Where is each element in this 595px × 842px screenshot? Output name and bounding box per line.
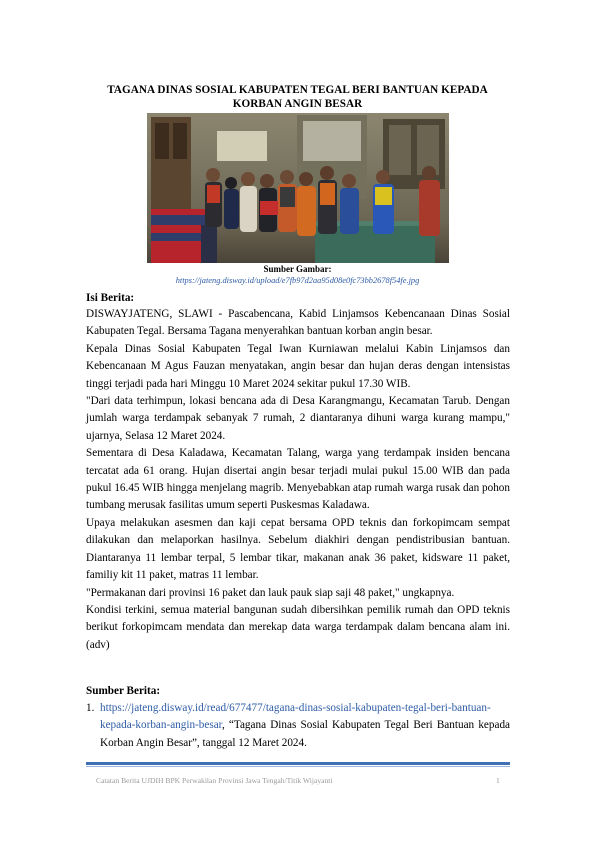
footer-divider-thin	[86, 766, 510, 767]
article-paragraph: "Dari data terhimpun, lokasi bencana ada di Desa Karangmangu, Kecamatan Tarub. Dengan jumlah warga terdampak sebanyak 7 rumah, 2 diantaranya dihuni warga kurang mampu," ujarnya, Selasa 12 Maret 2024.	[86, 395, 510, 442]
sumber-berita-heading: Sumber Berita:	[86, 685, 161, 697]
article-paragraph: Sementara di Desa Kaladawa, Kecamatan Talang, warga yang terdampak insiden bencana tercatat ada 61 orang. Hujan disertai angin besar terjadi mulai pukul 15.00 WIB dan pada pukul 16.45 WIB hingga menjelang magrib. Menyebabkan atap rumah warga rusak dan pohon tumbang merusak fasilitas umum seperti Puskesmas Kaladawa.	[86, 447, 510, 512]
source-list	[86, 700, 510, 752]
image-source-url[interactable]: https://jateng.disway.id/upload/e7fb97d2aa95d08e0fc73bb2678f54fe.jpg	[175, 276, 420, 285]
title-line-2: KORBAN ANGIN BESAR	[232, 97, 363, 110]
source-link[interactable]: https://jateng.disway.id/read/677477/tagana-dinas-sosial-kabupaten-tegal-beri-bantuan-kepada-korban-angin-besar	[100, 702, 491, 732]
image-caption-label: Sumber Gambar:	[263, 264, 332, 274]
article-paragraph: Kepala Dinas Sosial Kabupaten Tegal Iwan Kurniawan melalui Kabin Linjamsos dan Kebencanaan M Agus Fauzan menyatakan, angin besar dan hujan deras dengan intensistas tinggi terjadi pada hari Minggu 10 Maret 2024 sekitar pukul 17.30 WIB.	[86, 342, 510, 390]
article-paragraph: DISWAYJATENG, SLAWI - Pascabencana, Kabid Linjamsos Kebencanaan Dinas Sosial Kabupaten Tegal. Bersama Tagana menyerahkan bantuan korban angin besar.	[86, 308, 510, 338]
title-line-1: TAGANA DINAS SOSIAL KABUPATEN TEGAL BERI BANTUAN KEPADA	[107, 84, 488, 96]
article-body	[86, 306, 510, 654]
page-title	[60, 84, 535, 111]
footer-divider	[86, 762, 510, 765]
article-paragraph: Upaya melakukan asesmen dan kaji cepat bersama OPD teknis dan forkopimcam sempat dilakukan dan melaporkan hasilnya. Sebelum diakhiri dengan pendistribusian bantuan. Diantaranya 11 lembar terpal, 5 lembar tikar, makanan anak 36 paket, kidsware 11 paket, familiy kit 11 paket, matras 11 lembar.	[86, 516, 510, 582]
isi-berita-heading: Isi Berita:	[86, 292, 135, 304]
article-paragraph: "Permakanan dari provinsi 16 paket dan lauk pauk siap saji 48 paket," ungkapnya.	[86, 586, 455, 599]
footer-text: Catatan Berita UJDIH BPK Perwakilan Provinsi Jawa Tengah/Titik Wijayanti	[96, 776, 333, 785]
news-photo-illustration	[147, 113, 449, 263]
source-item	[86, 700, 510, 752]
article-paragraph: Kondisi terkini, semua material bangunan sudah dibersihkan pemilik rumah dan OPD teknis berikut forkopimcam mendata dan merekap data warga terdampak dalam bencana alam ini. (adv)	[86, 603, 510, 651]
source-number: 1.	[86, 702, 95, 714]
news-photo	[147, 113, 449, 263]
source-description: , “Tagana Dinas Sosial Kabupaten Tegal Beri Bantuan kepada Korban Angin Besar”, tanggal 12 Maret 2024.	[100, 719, 510, 749]
page-number: 1	[496, 776, 500, 785]
